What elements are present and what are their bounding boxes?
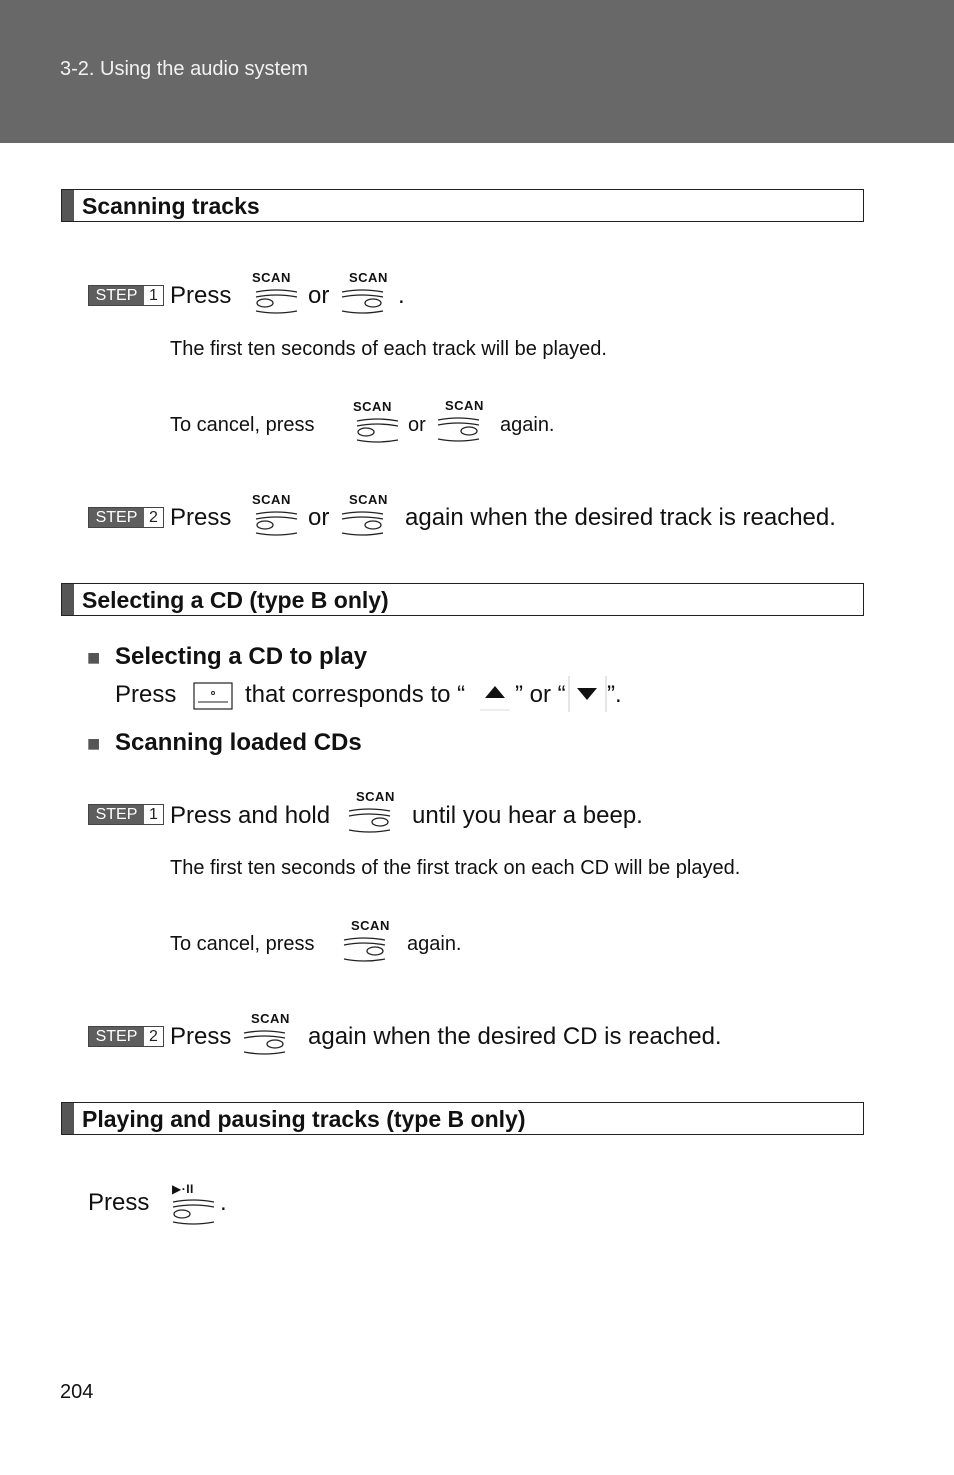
down-triangle-icon <box>568 674 608 714</box>
scan-label: SCAN <box>251 1011 290 1026</box>
press-text: Press <box>88 1189 150 1216</box>
step-text: Press <box>170 504 232 531</box>
subheading: Selecting a CD to play <box>115 643 368 670</box>
scan-label: SCAN <box>349 270 388 285</box>
section-heading-selecting-cd <box>61 583 864 616</box>
scan-button-icon <box>342 918 390 962</box>
or-text: or <box>308 504 330 531</box>
or-text: ” or “ <box>515 681 566 708</box>
note-text: The first ten seconds of the first track on each CD will be played. <box>170 857 741 879</box>
end-text: ”. <box>607 681 622 708</box>
scan-label: SCAN <box>353 399 392 414</box>
section-heading-scanning-tracks <box>61 189 864 222</box>
period-text: . <box>398 282 405 309</box>
step-text: Press <box>170 282 232 309</box>
scan-label: SCAN <box>351 918 390 933</box>
again-text: again. <box>407 933 462 955</box>
step-1-badge <box>88 804 164 825</box>
page-number: 204 <box>60 1381 94 1403</box>
step-number: 1 <box>144 805 163 824</box>
step-2-badge <box>88 1026 164 1047</box>
scan-button-icon <box>251 492 299 536</box>
section-title: Playing and pausing tracks (type B only) <box>82 1106 526 1132</box>
page-header <box>0 0 954 143</box>
scan-button-icon <box>347 789 395 833</box>
step-label: STEP <box>89 286 144 305</box>
scan-button-icon <box>340 270 388 314</box>
heading-bar <box>62 190 74 221</box>
press-text: Press <box>115 681 177 708</box>
corresponds-text: that corresponds to “ <box>245 681 466 708</box>
square-bullet-icon: ■ <box>87 731 101 756</box>
step-label: STEP <box>89 508 144 527</box>
step-2-badge <box>88 507 164 528</box>
step-label: STEP <box>89 1027 144 1046</box>
subheading: Scanning loaded CDs <box>115 729 362 756</box>
cancel-text: To cancel, press <box>170 933 315 955</box>
step-text: again when the desired CD is reached. <box>308 1023 722 1050</box>
cancel-text: To cancel, press <box>170 414 315 436</box>
square-bullet-icon: ■ <box>87 645 101 670</box>
play-pause-button-icon <box>170 1180 218 1226</box>
step-label: STEP <box>89 805 144 824</box>
scan-button-icon <box>242 1011 290 1055</box>
section-title: Selecting a CD (type B only) <box>82 587 389 613</box>
again-text: again. <box>500 414 555 436</box>
scan-label: SCAN <box>445 398 484 413</box>
scan-button-icon <box>251 270 299 314</box>
step-text: again when the desired track is reached. <box>405 504 836 531</box>
step-1-badge <box>88 285 164 306</box>
step-text: Press <box>170 1023 232 1050</box>
scan-label: SCAN <box>349 492 388 507</box>
breadcrumb: 3-2. Using the audio system <box>60 58 308 80</box>
section-title: Scanning tracks <box>82 193 260 219</box>
step-number: 2 <box>144 1027 163 1046</box>
scan-label: SCAN <box>252 270 291 285</box>
play-pause-label: ▶·II <box>172 1182 194 1196</box>
step-number: 2 <box>144 508 163 527</box>
heading-bar <box>62 1103 74 1134</box>
note-text: The first ten seconds of each track will be played. <box>170 338 607 360</box>
scan-button-icon <box>352 399 400 443</box>
scan-button-icon <box>436 398 484 442</box>
scan-label: SCAN <box>252 492 291 507</box>
or-text: or <box>308 282 330 309</box>
step-text: Press and hold <box>170 802 331 829</box>
up-triangle-icon <box>478 676 512 712</box>
step-text: until you hear a beep. <box>412 802 643 829</box>
heading-bar <box>62 584 74 615</box>
or-text: or <box>408 414 426 436</box>
scan-button-icon <box>340 492 388 536</box>
disc-select-button-icon <box>193 682 235 712</box>
period-text: . <box>220 1189 227 1216</box>
step-number: 1 <box>144 286 163 305</box>
section-heading-playing-pausing <box>61 1102 864 1135</box>
scan-label: SCAN <box>356 789 395 804</box>
